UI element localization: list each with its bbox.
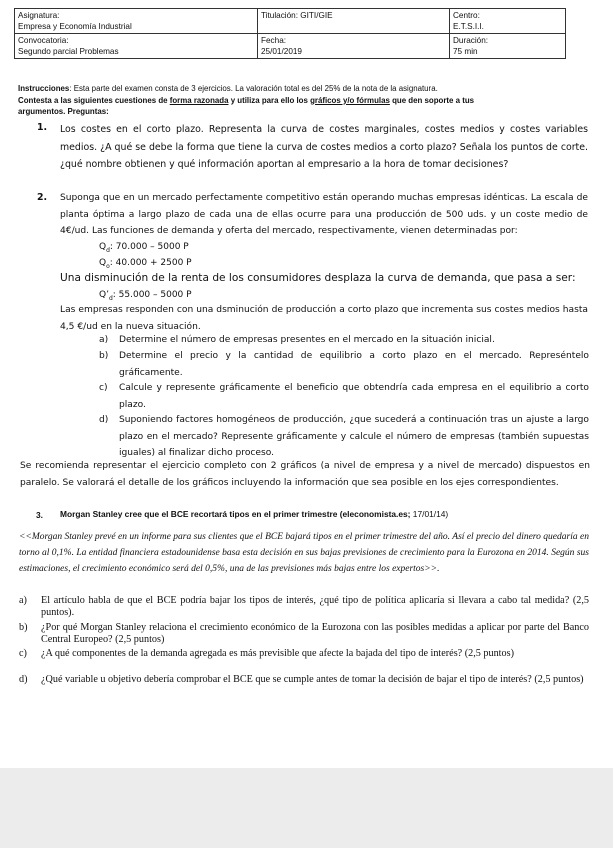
instructions-part-a: Contesta a las siguientes cuestiones de [18,95,170,105]
duracion-label: Duración: [453,36,489,45]
q2-recommendation: Se recomienda representar el ejercicio completo con 2 gráficos (a nivel de empresa y a nivel de mercado) dispuestos en paralelo. Se valorará el detalle de los gráficos incluyendo la información que sea posible en los ejes correspondientes. [20,461,590,488]
q3-number: 3. [36,510,43,520]
qd-expression: : 70.000 – 5000 P [109,242,189,252]
q2-intro: Suponga que en un mercado perfectamente competitivo están operando muchas empresas idénticas. La escala de planta óptima a largo plazo de cada una de ellas ocurre para una producción de 500 uds. y un coste medio de 4€/ud. Las funciones de demanda y oferta del mercado, respectivamente, vienen determinadas por: [60,193,588,236]
page-bottom-margin [0,768,613,848]
q2-response: Las empresas responden con una dsminución de producción a corto plazo que incrementa sus costes medios hasta 4,5 €/ud en la nueva situación. [60,305,588,332]
q1-text: Los costes en el corto plazo. Representa la curva de costes marginales, costes medios y costes variables medios. ¿A qué se debe la forma que tiene la curva de costes medios a corto plazo? Señala los puntos de corte. ¿qué nombre obtienen y qué información aportan al empresario a la hora de tomar decisiones? [60,124,588,170]
q3-title-line [60,509,448,519]
q2-item-a-letter: a) [99,335,109,345]
q2-item-c: Calcule y represente gráficamente el beneficio que obtendría cada empresa en el equilibrio a corto plazo. [119,383,589,410]
asignatura-cell [15,9,258,34]
instructions-line-3: argumentos. Preguntas: [18,107,109,117]
instructions-line-2 [18,95,593,107]
q1-number: 1. [37,122,48,133]
instructions-text: : Esta parte del examen consta de 3 ejercicios. La valoración total es del 25% de la nota de la asignatura. [69,84,438,93]
instructions-bold-label: Instrucciones [18,84,70,93]
asignatura-label: Asignatura: [18,11,60,20]
duracion-value: 75 min [453,47,478,56]
qd2-label: Q’ [99,290,109,300]
q3-quote: <<Morgan Stanley prevé en un informe para sus clientes que el BCE bajará tipos en el primer trimestre del año. Así el precio del dinero quedaría en torno al 0,1%. La entidad financiera estadounidense basa esta decisión en sus bajas previsiones de crecimiento para la Eurozona en 2014. Según sus estimaciones, el crecimiento económico será del 0,5%, una de las previsiones más bajas entre los expertos>>. [19,532,589,574]
fecha-cell [258,34,450,59]
instructions-part-b: y utiliza para ello los [228,95,311,105]
q2-item-b-letter: b) [99,351,109,361]
instructions [18,83,593,118]
centro-cell [450,9,566,34]
exam-header-table [14,8,566,59]
q2-item-d: Suponiendo factores homogéneos de producción, ¿que sucederá a continuación tras un ajuste a largo plazo en el mercado? Represente gráficamente y calcule el número de empresas (también supuestas iguales) al finalizar dicho proceso. [119,415,589,458]
qd-subscript: d [106,246,110,254]
q3-title-date: 17/01/14) [410,509,449,519]
q3-item-c: ¿A qué componentes de la demanda agregada es más previsible que afecte la bajada del tipo de interés? (2,5 puntos) [41,648,514,659]
q3-item-d: ¿Qué variable u objetivo debería comprobar el BCE que se cumple antes de tomar la decisión de bajar el tipo de interés? (2,5 puntos) [41,674,584,685]
fecha-label: Fecha: [261,36,287,45]
qd2-subscript: d [108,294,113,302]
qd-label: Q [99,242,107,252]
convocatoria-value: Segundo parcial Problemas [18,47,119,56]
duracion-cell [450,34,566,59]
q3-item-a-letter: a) [19,595,27,606]
q2-item-c-letter: c) [99,383,108,393]
convocatoria-label: Convocatoria: [18,36,69,45]
qo-subscript: o [106,262,110,270]
q2-item-d-letter: d) [99,415,109,425]
centro-value: E.T.S.I.I. [453,22,484,31]
centro-label: Centro: [453,11,480,20]
asignatura-value: Empresa y Economía Industrial [18,22,132,31]
instructions-underline-1: forma razonada [169,95,229,105]
q3-title: Morgan Stanley cree que el BCE recortará tipos en el primer trimestre (eleconomista.es; [60,509,411,519]
q2-item-a: Determine el número de empresas presentes en el mercado en la situación inicial. [119,335,495,345]
q3-item-a: El artículo habla de que el BCE podría bajar los tipos de interés, ¿qué tipo de política aplicaría si llevara a cabo tal medida? (2,5 puntos). [41,595,589,619]
q3-item-b: ¿Por qué Morgan Stanley relaciona el crecimiento económico de la Eurozona con las posibles medidas a aplicar por parte del Banco Central Europeo? (2,5 puntos) [41,622,589,646]
convocatoria-cell [15,34,258,59]
q2-demand-shift: Una disminución de la renta de los consumidores desplaza la curva de demanda, que pasa a ser: [60,272,576,284]
instructions-underline-2: gráficos y/o fórmulas [310,95,390,105]
qo-expression: : 40.000 + 2500 P [109,258,192,268]
q3-item-b-letter: b) [19,622,28,633]
instructions-line-1 [18,83,593,95]
qo-label: Q [99,258,107,268]
titulacion-value: Titulación: GITI/GIE [261,11,333,20]
titulacion-cell [258,9,450,34]
q3-item-d-letter: d) [19,674,28,685]
qd2-expression: : 55.000 – 5000 P [112,290,192,300]
instructions-part-c: que den soporte a tus [389,95,475,105]
fecha-value: 25/01/2019 [261,47,302,56]
q3-item-c-letter: c) [19,648,27,659]
q2-number: 2. [37,192,48,203]
q2-item-b: Determine el precio y la cantidad de equilibrio a corto plazo en el mercado. Represéntelo gráficamente. [119,351,589,378]
